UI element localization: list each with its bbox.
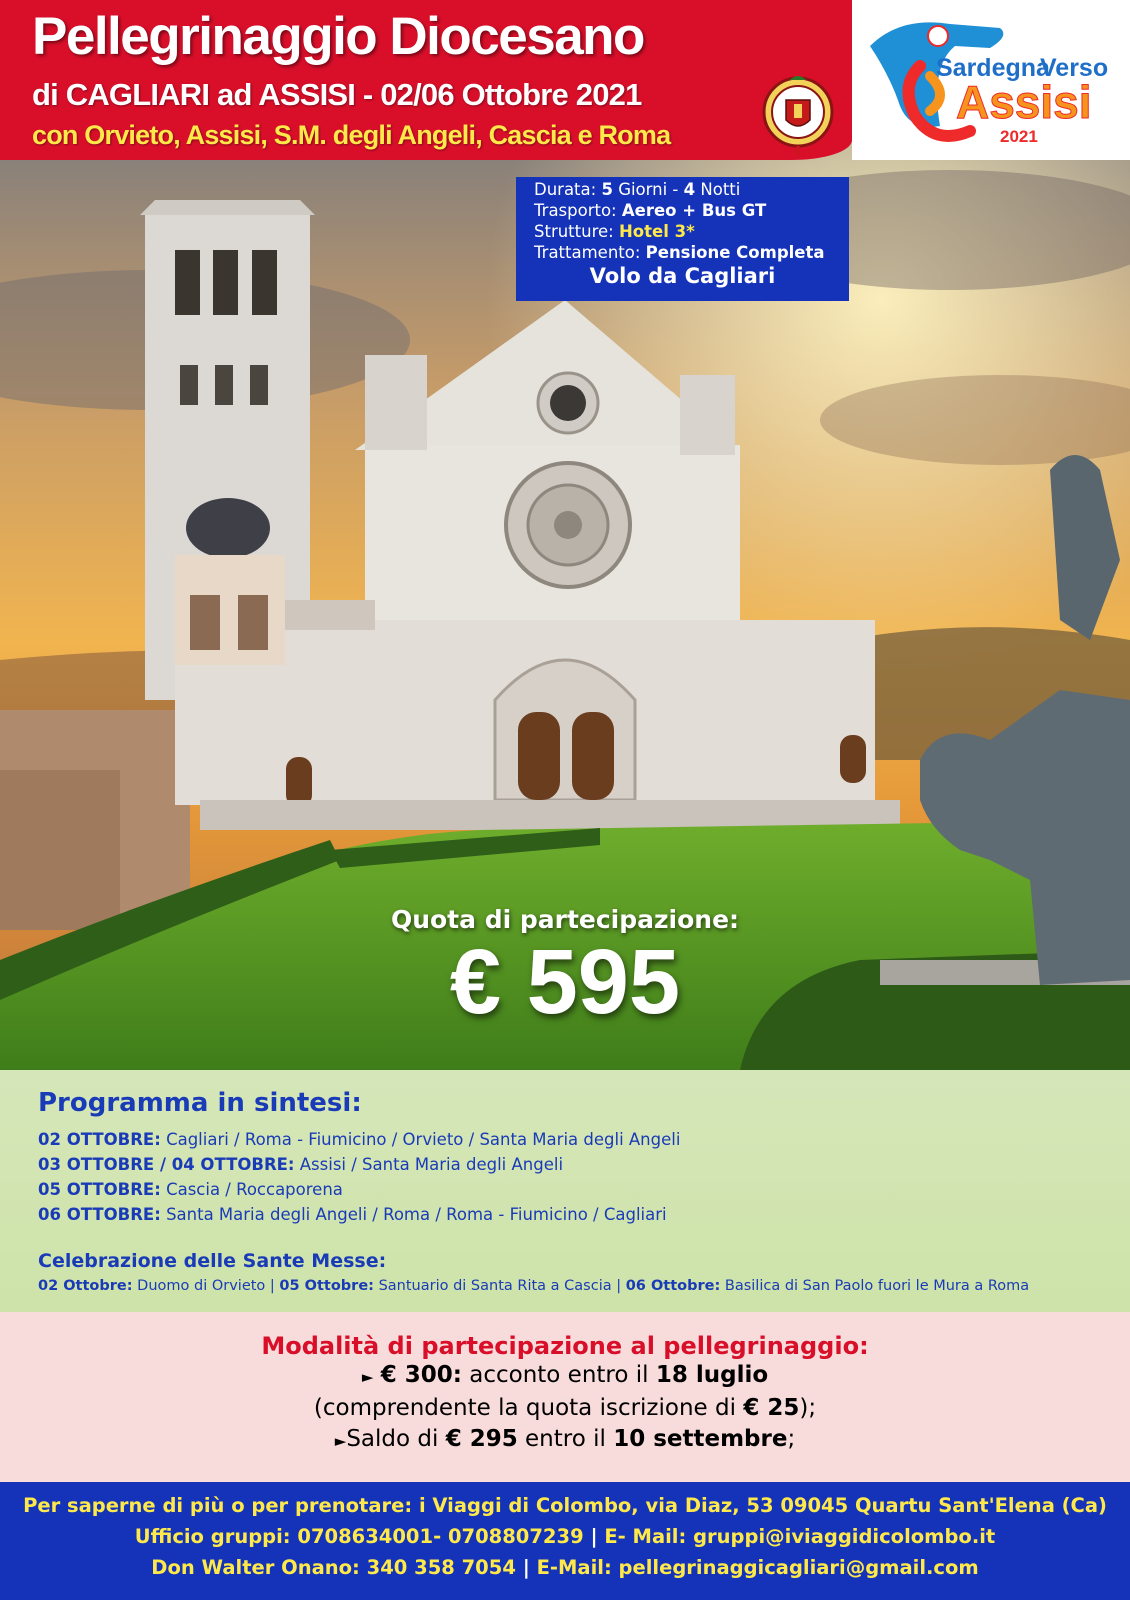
mass-date: 05 Ottobre: xyxy=(279,1278,374,1294)
duration-nights: 4 xyxy=(683,180,696,199)
office-phone[interactable]: Ufficio gruppi: 0708634001- 0708807239 xyxy=(134,1525,584,1548)
day-route: Cascia / Roccaporena xyxy=(166,1180,343,1199)
accommodation-value: Hotel 3* xyxy=(618,222,695,241)
payment-section xyxy=(0,1312,1130,1482)
masses-title: Celebrazione delle Sante Messe: xyxy=(38,1250,387,1272)
balance-amount: € 295 xyxy=(445,1426,518,1452)
header-banner xyxy=(0,0,852,160)
page-title: Pellegrinaggio Diocesano xyxy=(32,7,644,66)
list-item xyxy=(38,1202,680,1227)
mass-place: Santuario di Santa Rita a Cascia xyxy=(378,1278,612,1294)
deposit-date: 18 luglio xyxy=(655,1362,769,1388)
program-days-list xyxy=(38,1127,680,1227)
separator: | xyxy=(616,1278,622,1294)
program-section xyxy=(0,1070,1130,1312)
note-amount: € 25 xyxy=(743,1395,800,1421)
list-item xyxy=(38,1127,680,1152)
diocese-seal-icon xyxy=(760,72,836,156)
day-route: Santa Maria degli Angeli / Roma / Roma - Fiumicino / Cagliari xyxy=(166,1205,667,1224)
program-title: Programma in sintesi: xyxy=(38,1088,362,1118)
accommodation-label: Strutture: xyxy=(534,222,614,241)
transport-row xyxy=(534,200,849,221)
mass-date: 06 Ottobre: xyxy=(625,1278,721,1294)
itinerary-stops: con Orvieto, Assisi, S.M. degli Angeli, Cascia e Roma xyxy=(32,120,671,150)
logo-word-assisi: Assisi xyxy=(956,76,1092,128)
price-caption: Quota di partecipazione: xyxy=(390,905,740,934)
priest-contacts xyxy=(0,1552,1130,1583)
list-item xyxy=(38,1152,680,1177)
day-route: Cagliari / Roma - Fiumicino / Orvieto / Santa Maria degli Angeli xyxy=(166,1130,681,1149)
board-row xyxy=(534,242,849,263)
duration-days-unit: Giorni - xyxy=(618,180,679,199)
office-email[interactable]: E- Mail: gruppi@iviaggidicolombo.it xyxy=(604,1525,996,1548)
deposit-text: acconto entro il xyxy=(469,1362,649,1388)
separator: | xyxy=(269,1278,275,1294)
masses-list xyxy=(38,1278,1029,1294)
note-open: (comprendente la quota iscrizione di xyxy=(313,1395,736,1421)
mass-place: Basilica di San Paolo fuori le Mura a Roma xyxy=(724,1278,1030,1294)
duration-row xyxy=(534,179,849,200)
page-subtitle: di CAGLIARI ad ASSISI - 02/06 Ottobre 2021 xyxy=(32,77,642,112)
flight-origin: Volo da Cagliari xyxy=(589,264,776,288)
logo-panel xyxy=(852,0,1130,160)
balance-end: ; xyxy=(787,1426,796,1452)
bullet-icon: ► xyxy=(334,1432,347,1450)
transport-value: Aereo + Bus GT xyxy=(621,201,767,220)
accommodation-row xyxy=(534,221,849,242)
board-value: Pensione Completa xyxy=(645,243,825,262)
mass-place: Duomo di Orvieto xyxy=(137,1278,266,1294)
balance-date: 10 settembre xyxy=(613,1426,788,1452)
priest-email[interactable]: E-Mail: pellegrinaggicagliari@gmail.com xyxy=(536,1556,979,1579)
logo-year: 2021 xyxy=(1000,127,1038,146)
day-route: Assisi / Santa Maria degli Angeli xyxy=(299,1155,564,1174)
duration-days: 5 xyxy=(601,180,613,199)
bullet-icon: ► xyxy=(361,1368,374,1386)
deposit-amount: € 300: xyxy=(380,1362,462,1388)
transport-label: Trasporto: xyxy=(534,201,617,220)
logo-word-verso: Verso xyxy=(1040,54,1109,82)
booking-info: Per saperne di più o per prenotare: i Viaggi di Colombo, via Diaz, 53 09045 Quartu Sant'Elena (Ca) xyxy=(23,1494,1107,1517)
priest-phone[interactable]: Don Walter Onano: 340 358 7054 xyxy=(151,1556,516,1579)
balance-text: Saldo di xyxy=(346,1426,439,1452)
sardegna-verso-assisi-logo xyxy=(860,6,1122,154)
logo-word-sardegna: Sardegna xyxy=(936,54,1050,82)
deposit-line xyxy=(0,1360,1130,1393)
separator: | xyxy=(522,1556,530,1579)
registration-note xyxy=(0,1393,1130,1424)
list-item xyxy=(38,1177,680,1202)
day-date: 06 OTTOBRE: xyxy=(38,1205,161,1224)
duration-nights-unit: Notti xyxy=(700,180,741,199)
board-label: Trattamento: xyxy=(534,243,641,262)
payment-title: Modalità di partecipazione al pellegrinaggio: xyxy=(261,1332,869,1360)
trip-info-box xyxy=(516,177,849,301)
balance-mid: entro il xyxy=(525,1426,606,1452)
day-date: 05 OTTOBRE: xyxy=(38,1180,161,1199)
price-amount: € 595 xyxy=(449,931,681,1033)
mass-date: 02 Ottobre: xyxy=(38,1278,133,1294)
day-date: 02 OTTOBRE: xyxy=(38,1130,161,1149)
duration-label: Durata: xyxy=(534,180,597,199)
balance-line xyxy=(0,1424,1130,1457)
contact-footer xyxy=(0,1482,1130,1600)
office-contacts xyxy=(0,1521,1130,1552)
note-close: ); xyxy=(799,1395,817,1421)
day-date: 03 OTTOBRE / 04 OTTOBRE: xyxy=(38,1155,295,1174)
separator: | xyxy=(590,1525,598,1548)
